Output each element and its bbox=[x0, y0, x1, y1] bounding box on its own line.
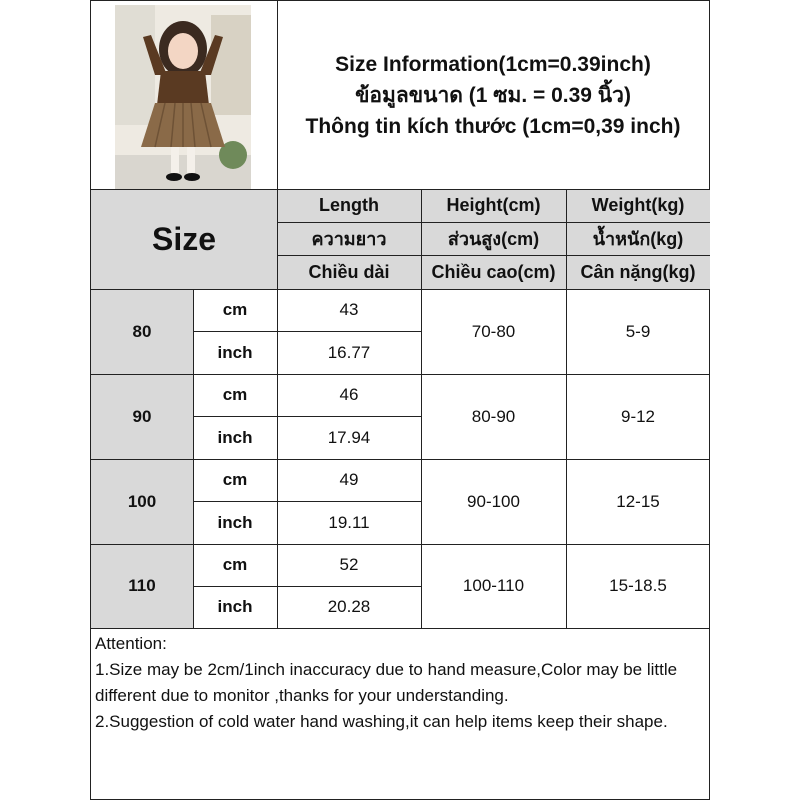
size-header-label: Size bbox=[151, 220, 217, 257]
grid-line bbox=[91, 544, 710, 545]
unit-cm: cm bbox=[222, 385, 248, 404]
grid-line bbox=[91, 459, 710, 460]
grid-line bbox=[193, 586, 421, 587]
weight-100: 12-15 bbox=[616, 491, 660, 511]
unit-inch: inch bbox=[217, 427, 253, 447]
length-cm-110: 52 bbox=[339, 555, 359, 574]
grid-line bbox=[193, 289, 194, 628]
size-100: 100 bbox=[127, 491, 157, 511]
height-80: 70-80 bbox=[471, 321, 516, 341]
grid-line bbox=[91, 189, 710, 190]
grid-line bbox=[193, 331, 421, 332]
length-inch-80: 16.77 bbox=[327, 342, 371, 362]
grid-line bbox=[421, 189, 422, 628]
unit-cm: cm bbox=[222, 470, 248, 489]
weight-80: 5-9 bbox=[625, 321, 651, 341]
grid-line bbox=[277, 222, 710, 223]
length-header-vi: Chiều dài bbox=[308, 261, 390, 282]
height-110: 100-110 bbox=[462, 576, 525, 595]
attention-title: Attention: bbox=[95, 634, 167, 653]
grid-line bbox=[277, 1, 278, 628]
weight-110: 15-18.5 bbox=[609, 576, 667, 595]
size-header bbox=[91, 189, 277, 289]
attention-notes bbox=[95, 631, 707, 735]
girl-in-brown-pleated-dress-photo-icon bbox=[115, 5, 251, 189]
weight-header-en: Weight(kg) bbox=[591, 195, 685, 215]
length-inch-100: 19.11 bbox=[328, 512, 370, 532]
attention-note-2: 2.Suggestion of cold water hand washing,it can help items keep their shape. bbox=[95, 712, 668, 731]
grid-line bbox=[91, 628, 710, 629]
weight-90: 9-12 bbox=[620, 406, 656, 426]
height-90: 80-90 bbox=[471, 406, 516, 426]
length-header-en: Length bbox=[319, 195, 379, 215]
length-cm-100: 49 bbox=[339, 470, 359, 489]
unit-inch: inch bbox=[217, 597, 253, 616]
unit-cm: cm bbox=[222, 555, 248, 574]
info-line-vietnamese: Thông tin kích thước (1cm=0,39 inch) bbox=[305, 114, 681, 138]
unit-inch: inch bbox=[217, 512, 253, 532]
size-110: 110 bbox=[128, 576, 156, 595]
height-header-vi: Chiều cao(cm) bbox=[431, 261, 556, 282]
length-cm-90: 46 bbox=[339, 385, 359, 404]
attention-note-1: 1.Size may be 2cm/1inch inaccuracy due to hand measure,Color may be little different due to monitor ,thanks for your understanding. bbox=[95, 660, 678, 705]
size-90: 90 bbox=[132, 406, 152, 426]
grid-line bbox=[277, 255, 710, 256]
length-cm-80: 43 bbox=[339, 300, 359, 319]
weight-header-th: น้ำหนัก(kg) bbox=[592, 229, 684, 249]
weight-header-vi: Cân nặng(kg) bbox=[580, 261, 696, 282]
length-inch-90: 17.94 bbox=[327, 427, 371, 447]
length-header-th: ความยาว bbox=[311, 229, 387, 249]
height-header-en: Height(cm) bbox=[446, 195, 541, 215]
grid-line bbox=[193, 501, 421, 502]
size-information-title bbox=[277, 1, 709, 189]
info-line-english: Size Information(1cm=0.39inch) bbox=[335, 52, 651, 76]
height-100: 90-100 bbox=[467, 491, 520, 511]
unit-inch: inch bbox=[217, 342, 253, 362]
product-photo bbox=[115, 5, 251, 189]
length-inch-110: 20.28 bbox=[327, 597, 371, 616]
grid-line bbox=[91, 289, 710, 290]
info-line-thai: ข้อมูลขนาด (1 ซม. = 0.39 นิ้ว) bbox=[355, 83, 631, 107]
size-80: 80 bbox=[132, 321, 152, 341]
unit-cm: cm bbox=[222, 300, 248, 319]
grid-line bbox=[566, 189, 567, 628]
grid-line bbox=[193, 416, 421, 417]
grid-line bbox=[91, 374, 710, 375]
height-header-th: ส่วนสูง(cm) bbox=[447, 229, 540, 249]
size-chart-sheet bbox=[90, 0, 710, 800]
